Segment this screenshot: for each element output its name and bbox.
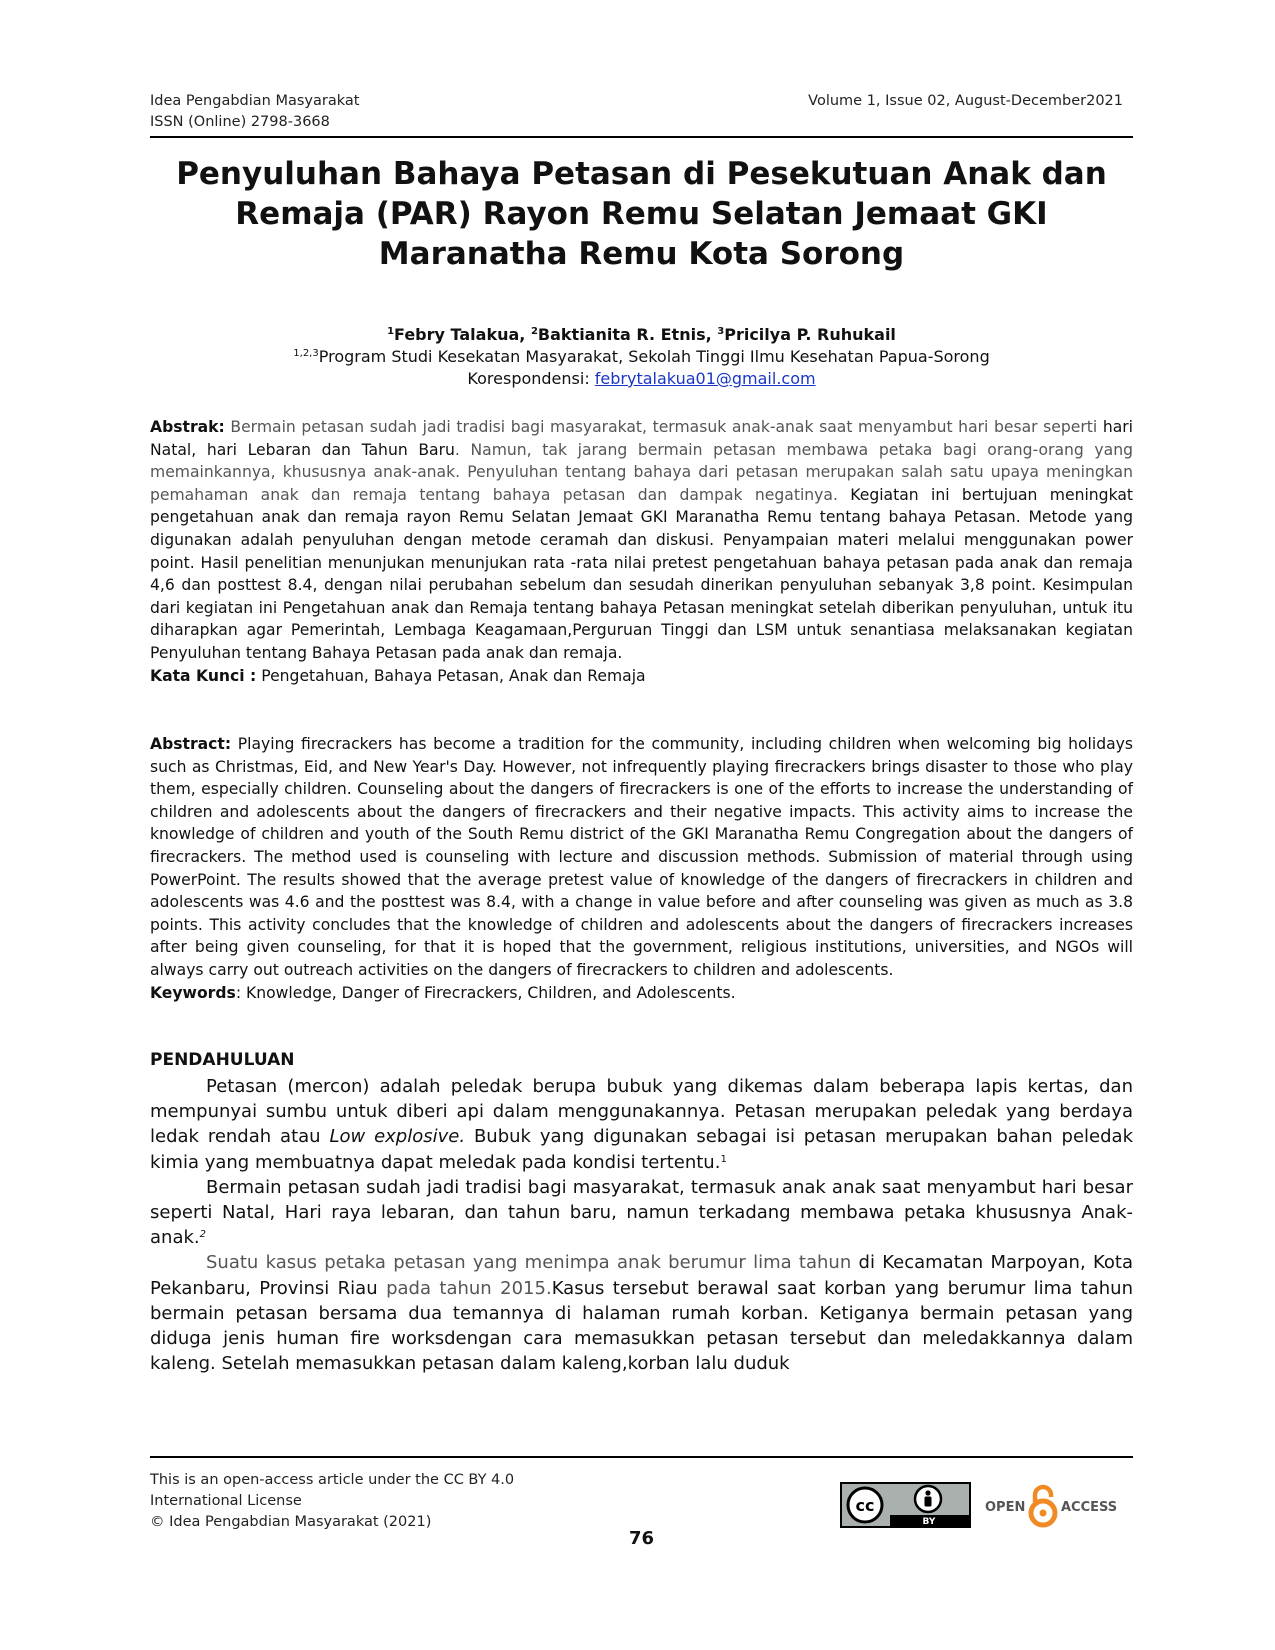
- author-1-sup: 1: [387, 326, 395, 337]
- abstrak-section: [150, 416, 1133, 687]
- p3-text-a: Suatu kasus petaka petasan yang menimpa anak berumur lima tahun: [206, 1252, 852, 1274]
- ref-1: 1: [720, 1153, 727, 1165]
- abstract-section: [150, 733, 1133, 1004]
- license-line-1: This is an open-access article under the CC BY 4.0: [150, 1472, 515, 1488]
- oa-open-text: OPEN: [985, 1500, 1026, 1515]
- header-rule: [150, 136, 1133, 138]
- p1-text-a: Petasan (mercon) adalah peledak berupa bubuk yang dikemas dalam beberapa lapis kertas, dan mempunyai sumbu untuk diberi api dalam menggunakannya. Petasan merupakan peledak yang berdaya ledak rendah atau: [150, 1076, 1133, 1148]
- kata-kunci: [150, 665, 1133, 688]
- copyright-line: © Idea Pengabdian Masyarakat (2021): [150, 1514, 432, 1530]
- p1-italic: Low explosive.: [329, 1126, 466, 1148]
- abstract-paragraph: [150, 733, 1133, 982]
- cc-letters: cc: [855, 1496, 875, 1515]
- p3-text-c: pada tahun 2015.: [386, 1277, 552, 1299]
- by-letters: BY: [922, 1517, 936, 1527]
- section-body: [150, 1074, 1133, 1376]
- abstract-text: Playing firecrackers has become a tradition for the community, including children when welcoming big holidays such as Christmas, Eid, and New Year's Day. However, not infrequently playing firecrackers brings disaster to those who play them, especially children. Counseling about the dangers of firecrackers is one of the efforts to increase the understanding of children and adolescents about the dangers of firecrackers and their negative impacts. This activity aims to increase the knowledge of children and youth of the South Remu district of the GKI Maranatha Remu Congregation about the dangers of firecrackers. The method used is counseling with lecture and discussion methods. Submission of material through using PowerPoint. The results showed that the average pretest value of knowledge of the dangers of firecrackers in children and adolescents was 4.6 and the posttest was 8.4, with a change in value before and after counseling was given as much as 3.8 points. This activity concludes that the knowledge of children and adolescents about the dangers of firecrackers increases after being given counseling, for that it is hoped that the government, religious institutions, universities, and NGOs will always carry out outreach activities on the dangers of firecrackers to children and adolescents.: [150, 735, 1133, 979]
- kata-kunci-label: Kata Kunci :: [150, 666, 257, 685]
- body-paragraph-2: [150, 1175, 1133, 1251]
- author-2: Baktianita R. Etnis,: [537, 325, 718, 344]
- body-paragraph-1: [150, 1074, 1133, 1175]
- kata-kunci-text: Pengetahuan, Bahaya Petasan, Anak dan Remaja: [256, 666, 646, 685]
- keywords: [150, 982, 1133, 1005]
- affiliation: [150, 347, 1133, 366]
- license-line-2: International License: [150, 1493, 302, 1509]
- p2-text: Bermain petasan sudah jadi tradisi bagi masyarakat, termasuk anak anak saat menyambut hari besar seperti Natal, Hari raya lebaran, dan tahun baru, namun terkadang membawa petaka khususnya Anak-anak.: [150, 1176, 1133, 1249]
- cc-by-icon: [840, 1482, 971, 1528]
- license-note: [150, 1470, 514, 1533]
- author-3: Pricilya P. Ruhukail: [724, 325, 896, 344]
- author-2-sup: 2: [530, 326, 538, 337]
- oa-access-text: ACCESS: [1061, 1500, 1118, 1515]
- journal-name: Idea Pengabdian Masyarakat: [150, 93, 360, 109]
- affiliation-sup: 1,2,3: [293, 348, 319, 359]
- footer-rule: [150, 1456, 1133, 1458]
- oa-lock-keyhole: [1040, 1510, 1047, 1517]
- keywords-text: : Knowledge, Danger of Firecrackers, Children, and Adolescents.: [235, 983, 736, 1002]
- abstract-label: Abstract:: [150, 735, 232, 753]
- page-number: 76: [628, 1528, 655, 1549]
- correspondence-label: Korespondensi:: [467, 369, 595, 388]
- abstrak-label: Abstrak:: [150, 418, 225, 436]
- keywords-label: Keywords: [150, 983, 236, 1002]
- abstrak-sentence-2: Kegiatan ini bertujuan meningkat pengetahuan anak dan remaja rayon Remu Selatan Jemaat GKI Maranatha Remu tentang bahaya Petasan. Metode yang digunakan adalah penyuluhan dengan metode ceramah dan diskusi. Penyampaian materi melalui menggunakan power point. Hasil penelitian menunjukan menunjukan rata -rata nilai pretest pengetahuan bahaya petasan pada anak dan remaja 4,6 dan posttest 8.4, dengan nilai perubahan sebelum dan sesudah dinerikan penyuluhan sebanyak 3,8 point. Kesimpulan dari kegiatan ini Pengetahuan anak dan Remaja tentang bahaya Petasan meningkat setelah diberikan penyuluhan, untuk itu diharapkan agar Pemerintah, Lembaga Keagamaan,Perguruan Tinggi dan LSM untuk senantiasa melaksanakan kegiatan Penyuluhan tentang Bahaya Petasan pada anak dan remaja.: [150, 485, 1133, 662]
- running-header-left: [150, 91, 359, 133]
- email-link[interactable]: febrytalakua01@gmail.com: [594, 369, 816, 388]
- abstrak-paragraph: [150, 416, 1133, 665]
- author-3-sup: 3: [717, 326, 725, 337]
- body-paragraph-3: [150, 1250, 1133, 1376]
- volume-info: Volume 1, Issue 02, August-December2021: [808, 93, 1123, 109]
- abstrak-sentence-1c: . Namun, tak jarang bermain petasan membawa petaka bagi orang-orang yang memainkannya, khususnya anak-anak. Penyuluhan tentang bahaya dari petasan merupakan salah satu upaya meningkan pemahaman anak dan remaja tentang bahaya petasan dan dampak negatinya.: [150, 440, 1133, 504]
- title-line-2: Remaja (PAR) Rayon Remu Selatan Jemaat GKI: [235, 196, 1048, 232]
- author-1: Febry Talakua,: [394, 325, 531, 344]
- title-line-1: Penyuluhan Bahaya Petasan di Pesekutuan Anak dan: [176, 156, 1107, 192]
- abstrak-sentence-1a: Bermain petasan sudah jadi tradisi bagi masyarakat, termasuk anak-anak saat menyambut hari besar seperti: [224, 418, 1103, 436]
- p1-text-b: Bubuk yang digunakan sebagai isi petasan merupakan bahan peledak kimia yang membuatnya dapat meledak pada kondisi tertentu.: [150, 1126, 1133, 1173]
- abstrak-holidays: hari Natal, hari Lebaran dan Tahun Baru: [150, 418, 1133, 459]
- section-heading: PENDAHULUAN: [150, 1050, 295, 1070]
- p3-text-b: di Kecamatan Marpoyan, Kota Pekanbaru, Provinsi Riau: [150, 1252, 1133, 1299]
- correspondence: [150, 369, 1133, 388]
- title-line-3: Maranatha Remu Kota Sorong: [378, 236, 905, 272]
- p3-text-d: Kasus tersebut berawal saat korban yang berumur lima tahun bermain petasan bersama dua temannya di halaman rumah korban. Ketiganya bermain petasan yang diduga jenis human fire worksdengan cara memasukkan petasan tersebut dan meledakkannya dalam kaleng. Setelah memasukkan petasan dalam kaleng,korban lalu duduk: [150, 1277, 1133, 1375]
- ref-2: 2: [199, 1229, 206, 1241]
- author-list: [150, 325, 1133, 344]
- affiliation-text: Program Studi Kesekatan Masyarakat, Sekolah Tinggi Ilmu Kesehatan Papua-Sorong: [318, 347, 990, 366]
- open-access-icon: [985, 1480, 1135, 1530]
- by-person-head: [925, 1490, 930, 1495]
- paper-title: [150, 154, 1133, 274]
- by-person-body: [925, 1497, 932, 1507]
- issn: ISSN (Online) 2798-3668: [150, 114, 330, 130]
